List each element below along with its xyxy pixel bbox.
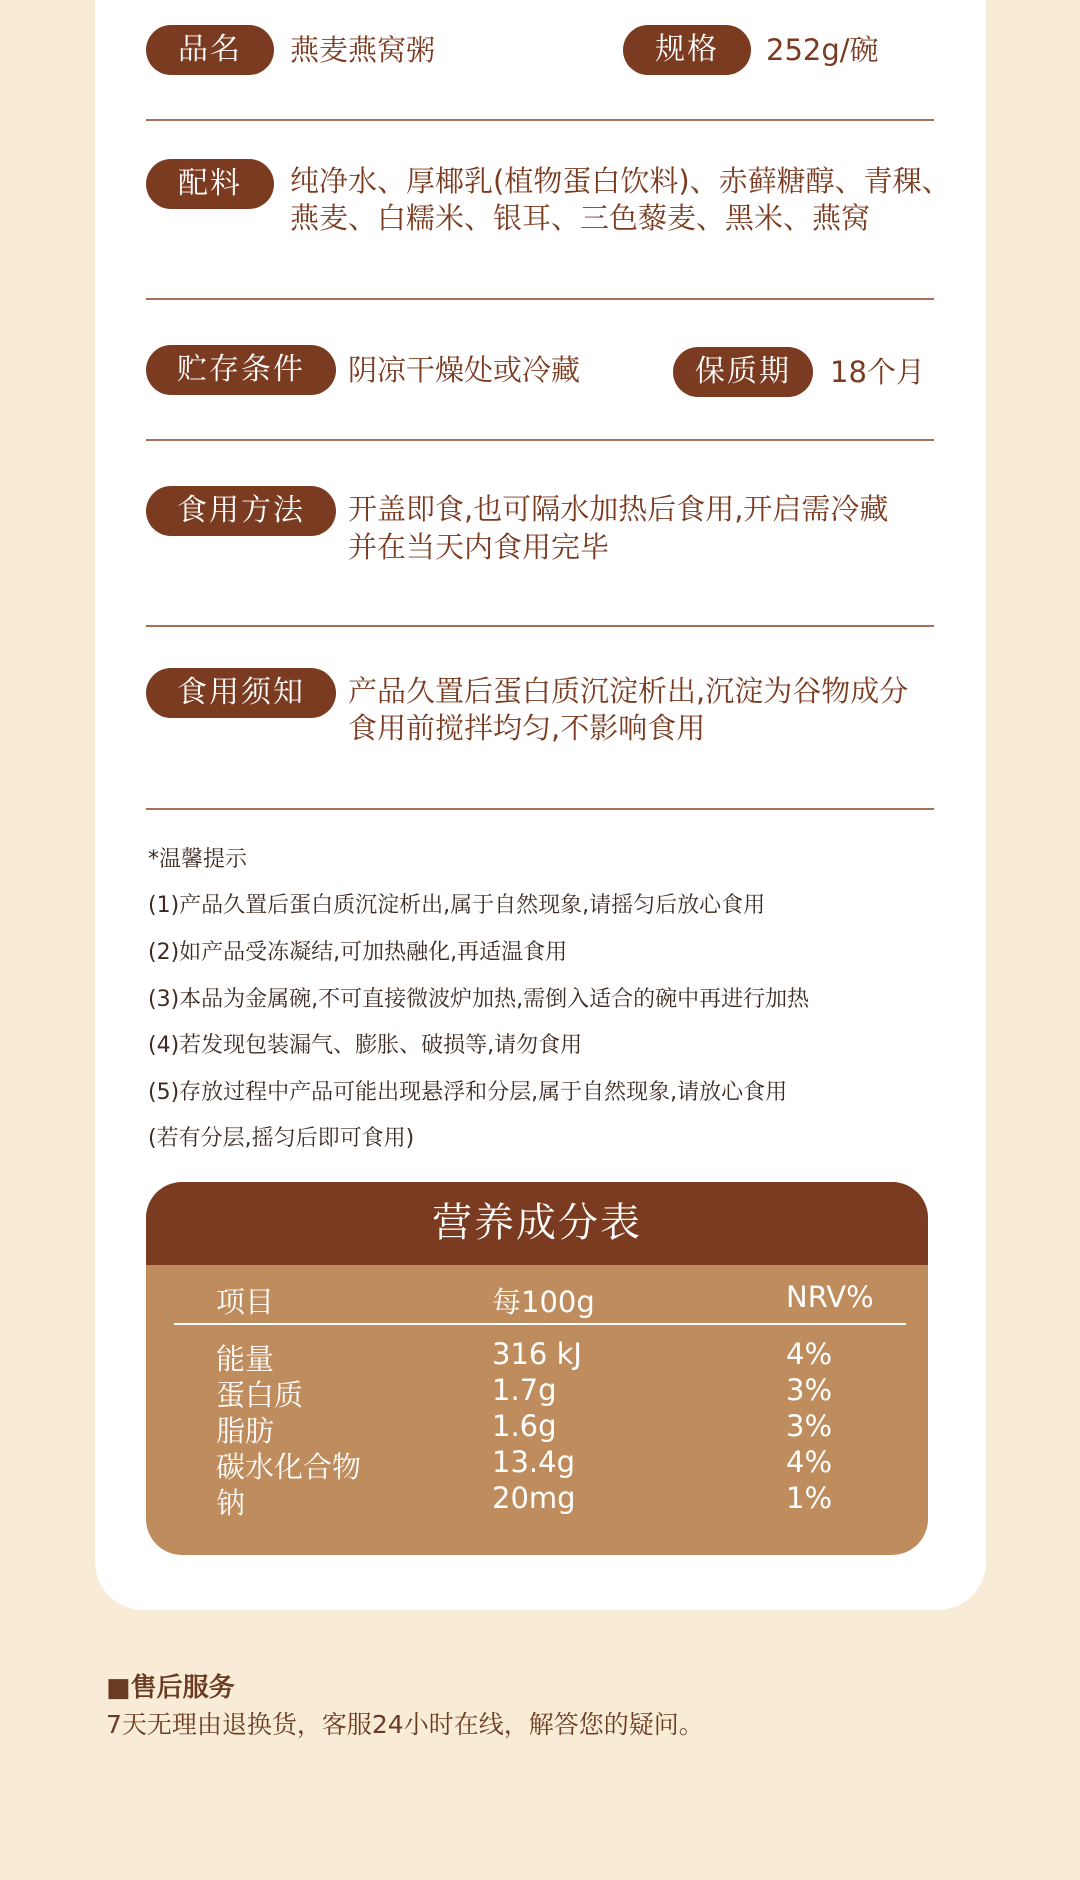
divider [146,439,934,441]
notice-line-1: 产品久置后蛋白质沉淀析出,沉淀为谷物成分 [348,674,909,708]
table-cell: 1.6g [492,1409,557,1443]
column-header-item: 项目 [216,1285,275,1319]
size-label: 规格 [623,25,751,75]
storage-label: 贮存条件 [146,345,336,395]
after-sales-title: ■售后服务 [106,1673,235,1703]
tips-title: *温馨提示 [148,847,248,872]
tip-item: (5)存放过程中产品可能出现悬浮和分层,属于自然现象,请放心食用 [148,1080,788,1105]
tip-item: (若有分层,摇匀后即可食用) [148,1126,415,1151]
tip-item: (3)本品为金属碗,不可直接微波炉加热,需倒入适合的碗中再进行加热 [148,987,810,1012]
size-value: 252g/碗 [766,33,879,67]
ingredients-line-1: 纯净水、厚椰乳(植物蛋白饮料)、赤藓糖醇、青稞、 [290,164,951,198]
divider [146,625,934,627]
usage-line-2: 并在当天内食用完毕 [348,530,610,564]
table-cell: 4% [786,1337,833,1371]
table-cell: 钠 [216,1486,246,1520]
table-cell: 1.7g [492,1373,557,1407]
divider [146,808,934,810]
after-sales-text: 7天无理由退换货，客服24小时在线，解答您的疑问。 [106,1710,704,1739]
table-cell: 13.4g [492,1445,575,1479]
tip-item: (1)产品久置后蛋白质沉淀析出,属于自然现象,请摇匀后放心食用 [148,893,766,918]
tip-item: (4)若发现包装漏气、膨胀、破损等,请勿食用 [148,1033,583,1058]
shelf-life-label: 保质期 [673,347,813,397]
usage-line-1: 开盖即食,也可隔水加热后食用,开启需冷藏 [348,492,889,526]
table-cell: 能量 [216,1342,275,1376]
nutrition-table-title: 营养成分表 [146,1182,928,1265]
column-header-nrv: NRV% [786,1280,874,1314]
table-cell: 4% [786,1445,833,1479]
table-cell: 316 kJ [492,1337,582,1371]
table-cell: 碳水化合物 [216,1450,362,1484]
ingredients-line-2: 燕麦、白糯米、银耳、三色藜麦、黑米、燕窝 [290,201,871,235]
table-cell: 3% [786,1409,833,1443]
divider [146,119,934,121]
table-cell: 1% [786,1481,833,1515]
tip-item: (2)如产品受冻凝结,可加热融化,再适温食用 [148,940,568,965]
usage-label: 食用方法 [146,486,336,536]
name-label: 品名 [146,25,274,75]
storage-value: 阴凉干燥处或冷藏 [348,353,581,387]
divider [146,298,934,300]
table-cell: 蛋白质 [216,1378,304,1412]
table-cell: 20mg [492,1481,576,1515]
column-header-per100g: 每100g [492,1285,595,1319]
ingredients-label: 配料 [146,159,274,209]
table-cell: 3% [786,1373,833,1407]
shelf-life-value: 18个月 [830,355,925,389]
nutrition-table [146,1182,928,1555]
notice-line-2: 食用前搅拌均匀,不影响食用 [348,711,706,745]
name-value: 燕麦燕窝粥 [290,33,436,67]
table-cell: 脂肪 [216,1414,275,1448]
notice-label: 食用须知 [146,668,336,718]
header-divider [174,1323,906,1325]
